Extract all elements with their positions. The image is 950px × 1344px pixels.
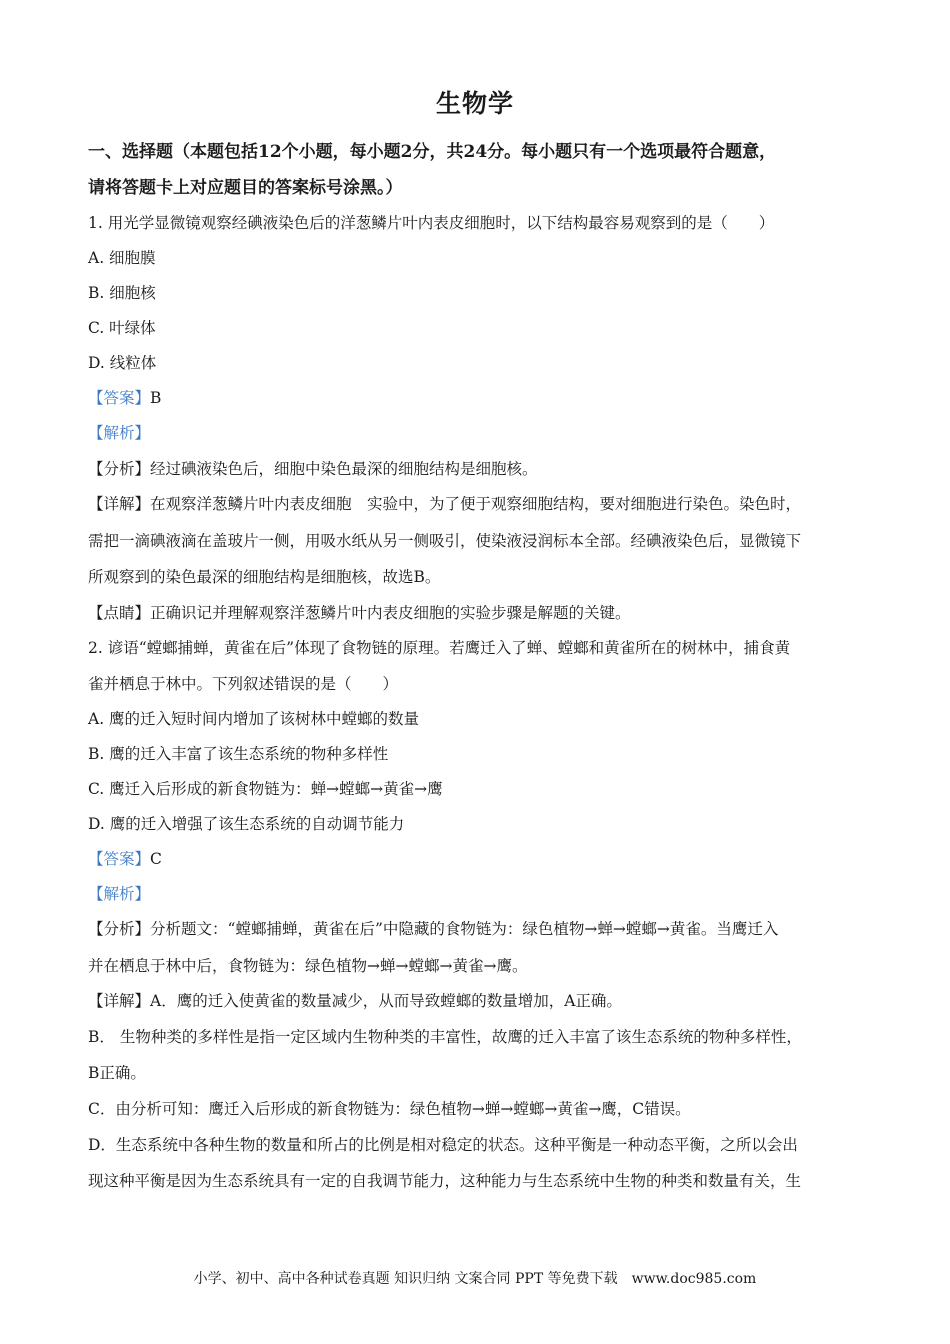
question-2-fenxi-line-1 xyxy=(88,918,868,940)
question-1-option-d: D. 线粒体 xyxy=(88,354,157,372)
section-heading-line-2: 请将答题卡上对应题目的答案标号涂黑。） xyxy=(88,178,403,198)
question-1-stem: 1. 用光学显微镜观察经碘液染色后的洋葱鳞片叶内表皮细胞时，以下结构最容易观察到的是（ ） xyxy=(88,214,775,232)
question-2-xiangjie-b-line-1: B． 生物种类的多样性是指一定区域内生物种类的丰富性，故鹰的迁入丰富了该生态系统的物种多样性， xyxy=(88,1028,802,1046)
answer-value: B xyxy=(150,389,162,407)
question-2-xiangjie-b-line-2: B正确。 xyxy=(88,1064,146,1082)
question-2-option-c: C. 鹰迁入后形成的新食物链为：蝉→螳螂→黄雀→鹰 xyxy=(88,780,443,798)
question-2-option-d: D. 鹰的迁入增强了该生态系统的自动调节能力 xyxy=(88,815,405,833)
question-1-analysis-tag xyxy=(88,422,868,444)
question-1-option-b: B. 细胞核 xyxy=(88,284,156,302)
question-1-xiangjie-line-3: 所观察到的染色最深的细胞结构是细胞核，故选B。 xyxy=(88,568,441,586)
dianjing-text: 正确识记并理解观察洋葱鳞片叶内表皮细胞的实验步骤是解题的关键。 xyxy=(150,604,631,622)
section-heading-line-1: 一、选择题（本题包括12个小题，每小题2分，共24分。每小题只有一个选项最符合题意， xyxy=(88,142,777,162)
question-1-answer xyxy=(88,387,868,409)
question-2-xiangjie-d-line-1: D．生态系统中各种生物的数量和所占的比例是相对稳定的状态。这种平衡是一种动态平衡，之所以会出 xyxy=(88,1136,798,1154)
xiangjie-text: 在观察洋葱鳞片叶内表皮细胞 实验中，为了便于观察细胞结构，要对细胞进行染色。染色时， xyxy=(150,495,802,513)
page-footer: 小学、初中、高中各种试卷真题 知识归纳 文案合同 PPT 等免费下载 www.doc985.com xyxy=(193,1271,757,1287)
question-2-option-a: A. 鹰的迁入短时间内增加了该树林中螳螂的数量 xyxy=(88,710,420,728)
fenxi-tag: 【分析】 xyxy=(88,920,151,938)
xiangjie-tag: 【详解】 xyxy=(88,992,151,1010)
question-2-stem-line-1: 2. 谚语“螳螂捕蝉，黄雀在后”体现了食物链的原理。若鹰迁入了蝉、螳螂和黄雀所在的树林中，捕食黄 xyxy=(88,639,791,657)
fenxi-text: 分析题文：“螳螂捕蝉，黄雀在后”中隐藏的食物链为：绿色植物→蝉→螳螂→黄雀。当鹰迁入 xyxy=(150,920,779,938)
question-2-xiangjie-c: C．由分析可知：鹰迁入后形成的新食物链为：绿色植物→蝉→螳螂→黄雀→鹰，C错误。 xyxy=(88,1100,691,1118)
question-2-fenxi-line-2: 并在栖息于林中后，食物链为：绿色植物→蝉→螳螂→黄雀→鹰。 xyxy=(88,957,528,975)
question-1-xiangjie-line-2: 需把一滴碘液滴在盖玻片一侧，用吸水纸从另一侧吸引，使染液浸润标本全部。经碘液染色后，显微镜下 xyxy=(88,532,802,550)
answer-tag: 【答案】 xyxy=(88,850,151,868)
fenxi-tag: 【分析】 xyxy=(88,460,151,478)
question-1-option-c: C. 叶绿体 xyxy=(88,319,156,337)
question-2-stem-line-2: 雀并栖息于林中。下列叙述错误的是（ ） xyxy=(88,675,399,693)
question-2-answer xyxy=(88,848,868,870)
xiangjie-a-text: A．鹰的迁入使黄雀的数量减少，从而导致螳螂的数量增加，A正确。 xyxy=(150,992,622,1010)
question-1-xiangjie-line-1 xyxy=(88,493,868,515)
analysis-tag: 【解析】 xyxy=(88,885,151,903)
analysis-tag: 【解析】 xyxy=(88,424,151,442)
question-2-xiangjie-d-line-2: 现这种平衡是因为生态系统具有一定的自我调节能力，这种能力与生态系统中生物的种类和数量有关，生 xyxy=(88,1172,802,1190)
question-1-fenxi xyxy=(88,458,868,480)
dianjing-tag: 【点睛】 xyxy=(88,604,151,622)
question-1-option-a: A. 细胞膜 xyxy=(88,249,156,267)
question-2-analysis-tag xyxy=(88,883,868,905)
page-title: 生物学 xyxy=(435,89,514,118)
question-1-dianjing xyxy=(88,602,868,624)
answer-tag: 【答案】 xyxy=(88,389,151,407)
xiangjie-tag: 【详解】 xyxy=(88,495,151,513)
fenxi-text: 经过碘液染色后，细胞中染色最深的细胞结构是细胞核。 xyxy=(150,460,538,478)
question-2-xiangjie-a xyxy=(88,990,868,1012)
answer-value: C xyxy=(150,850,162,868)
question-2-option-b: B. 鹰的迁入丰富了该生态系统的物种多样性 xyxy=(88,745,389,763)
